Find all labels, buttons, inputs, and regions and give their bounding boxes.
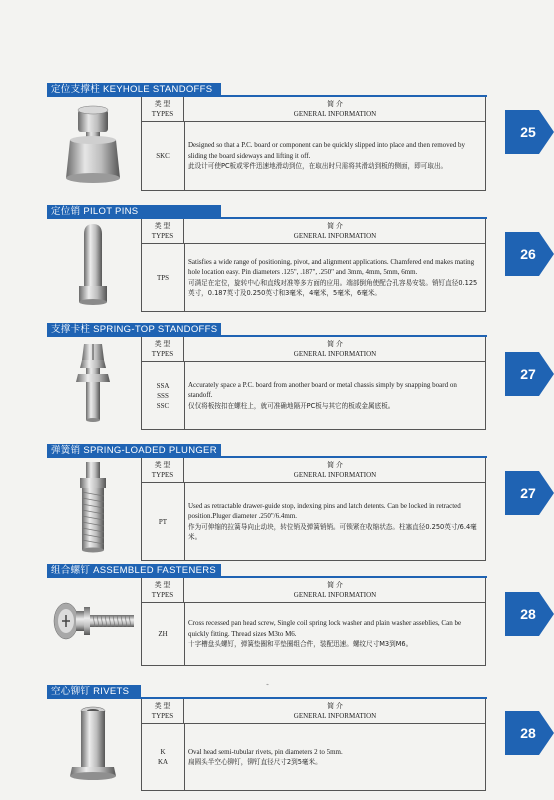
type-code: SSA SSS SSC (142, 362, 185, 429)
type-code: K KA (142, 724, 185, 790)
info-cell (188, 483, 481, 560)
type-code: ZH (142, 603, 185, 665)
types-header (142, 97, 184, 121)
section-title: 定位销 PILOT PINS (47, 205, 221, 218)
info-table (141, 337, 486, 430)
info-cell (188, 362, 481, 429)
types-header-en: TYPES (151, 110, 174, 118)
page-number: 28 (520, 606, 536, 622)
types-header-en: TYPES (151, 350, 174, 358)
info-header (185, 458, 485, 482)
info-header-cn: 简 介 (327, 100, 343, 108)
types-header-cn: 类 型 (154, 222, 171, 230)
info-english: Satisfies a wide range of positioning, pivot, and alignment applications. Chamfered end makes mating hole location easy. Pin diameters .125", .187", .250" and 3mm, 4mm, 5mm, 6mm. (188, 257, 475, 276)
table-header (142, 578, 485, 603)
types-header-cn: 类 型 (154, 581, 171, 589)
info-english: Used as retractable drawer-guide stop, indexing pins and latch detents. Can be locked in retracted position.Pluger diameter .250"/6.4mm. (188, 501, 461, 520)
section-title: 空心铆钉 RIVETS (47, 685, 141, 698)
table-header (142, 219, 485, 244)
page-tab[interactable] (505, 592, 554, 636)
info-cell (188, 244, 481, 311)
info-table (141, 458, 486, 561)
table-header (142, 97, 485, 122)
assembled-screw-icon (50, 585, 140, 660)
keyhole-standoff-icon (50, 100, 140, 195)
page-number: 27 (520, 366, 536, 382)
info-header-en: GENERAL INFORMATION (293, 591, 377, 599)
info-header-cn: 简 介 (327, 581, 343, 589)
types-header (142, 458, 184, 482)
page-number: 25 (520, 124, 536, 140)
page-mark: ⌁ (266, 683, 270, 688)
page-tab[interactable] (505, 711, 554, 755)
info-header (185, 699, 485, 723)
info-header-en: GENERAL INFORMATION (293, 232, 377, 240)
info-table (141, 699, 486, 791)
info-header-cn: 简 介 (327, 461, 343, 469)
types-header (142, 699, 184, 723)
info-table (141, 578, 486, 666)
info-header-en: GENERAL INFORMATION (293, 712, 377, 720)
table-header (142, 337, 485, 362)
type-code: PT (142, 483, 185, 560)
spring-top-standoff-icon (50, 338, 140, 428)
types-header (142, 219, 184, 243)
info-english: Designed so that a P.C. board or component can be quickly slipped into place and then removed by sliding the board sideways and lifting it off. (188, 141, 466, 160)
table-row (142, 603, 485, 665)
types-header-en: TYPES (151, 232, 174, 240)
info-table (141, 219, 486, 312)
types-header-en: TYPES (151, 471, 174, 479)
info-header-cn: 简 介 (327, 222, 343, 230)
page-number: 26 (520, 246, 536, 262)
rivet-icon (50, 702, 140, 788)
info-chinese: 扁圆头半空心铆钉，铆钉直径尺寸2到5毫米。 (188, 758, 322, 766)
types-header-en: TYPES (151, 591, 174, 599)
page-tab[interactable] (505, 232, 554, 276)
info-chinese: 仅仅将板按扣在螺柱上，就可准确地隔开PC板与其它的板或金属底板。 (188, 401, 395, 410)
pilot-pin-icon (50, 220, 140, 310)
types-header (142, 337, 184, 361)
types-header (142, 578, 184, 602)
info-chinese: 此设计可使PC板或零件迅速地滑动到位，在取出时只需将其滑动到板的侧面，即可取出。 (188, 162, 448, 171)
section-title: 组合螺钉 ASSEMBLED FASTENERS (47, 564, 221, 577)
types-header-cn: 类 型 (154, 702, 171, 710)
type-code: TPS (142, 244, 185, 311)
info-header (185, 97, 485, 121)
info-table (141, 97, 486, 191)
info-header-en: GENERAL INFORMATION (293, 110, 377, 118)
info-chinese: 十字槽盘头螺钉，弹簧垫圈和平垫圈组合件，装配迅速。螺纹尺寸M3到M6。 (188, 640, 413, 649)
info-header (185, 219, 485, 243)
info-header (185, 578, 485, 602)
table-row (142, 483, 485, 560)
page-tab[interactable] (505, 110, 554, 154)
info-cell (188, 122, 481, 190)
info-header-en: GENERAL INFORMATION (293, 471, 377, 479)
page-tab[interactable] (505, 471, 554, 515)
section-title: 弹簧销 SPRING-LOADED PLUNGER (47, 444, 221, 457)
table-row (142, 122, 485, 190)
info-chinese: 作为可伸缩的拉簧导向止动块，转位销及弹簧销销。可锁紧在收缩状态。柱塞直径0.250英寸/6.4毫米。 (188, 522, 477, 541)
info-header-en: GENERAL INFORMATION (293, 350, 377, 358)
info-header-cn: 简 介 (327, 702, 343, 710)
page-number: 28 (520, 725, 536, 741)
info-header (185, 337, 485, 361)
info-cell (188, 724, 481, 790)
table-row (142, 362, 485, 429)
section-title: 支撑卡柱 SPRING-TOP STANDOFFS (47, 323, 221, 336)
table-header (142, 458, 485, 483)
info-english: Cross recessed pan head screw, Single coil spring lock washer and plain washer asseblies, Can be quickly fitting. Thread sizes M3to M6. (188, 619, 462, 638)
info-english: Oval head semi-tubular rivets, pin diameters 2 to 5mm. (188, 747, 343, 756)
info-cell (188, 603, 481, 665)
types-header-cn: 类 型 (154, 340, 171, 348)
info-chinese: 可满足在定位，旋转中心和直线对准等多方面的应用。端部倒角使配合孔容易安装。销钉直径0.125英寸，0.187英寸及0.250英寸和3毫米，4毫米，5毫米，6毫米。 (188, 278, 478, 297)
section-title: 定位支撑柱 KEYHOLE STANDOFFS (47, 83, 221, 96)
info-english: Accurately space a P.C. board from another board or metal chassis simply by snapping board on standoff. (188, 380, 457, 400)
types-header-cn: 类 型 (154, 100, 171, 108)
page-tab[interactable] (505, 352, 554, 396)
page-number: 27 (520, 485, 536, 501)
spring-plunger-icon (50, 458, 140, 558)
table-row (142, 244, 485, 311)
info-header-cn: 简 介 (327, 340, 343, 348)
types-header-cn: 类 型 (154, 461, 171, 469)
table-header (142, 699, 485, 724)
type-code: SKC (142, 122, 185, 190)
table-row (142, 724, 485, 790)
types-header-en: TYPES (151, 712, 174, 720)
